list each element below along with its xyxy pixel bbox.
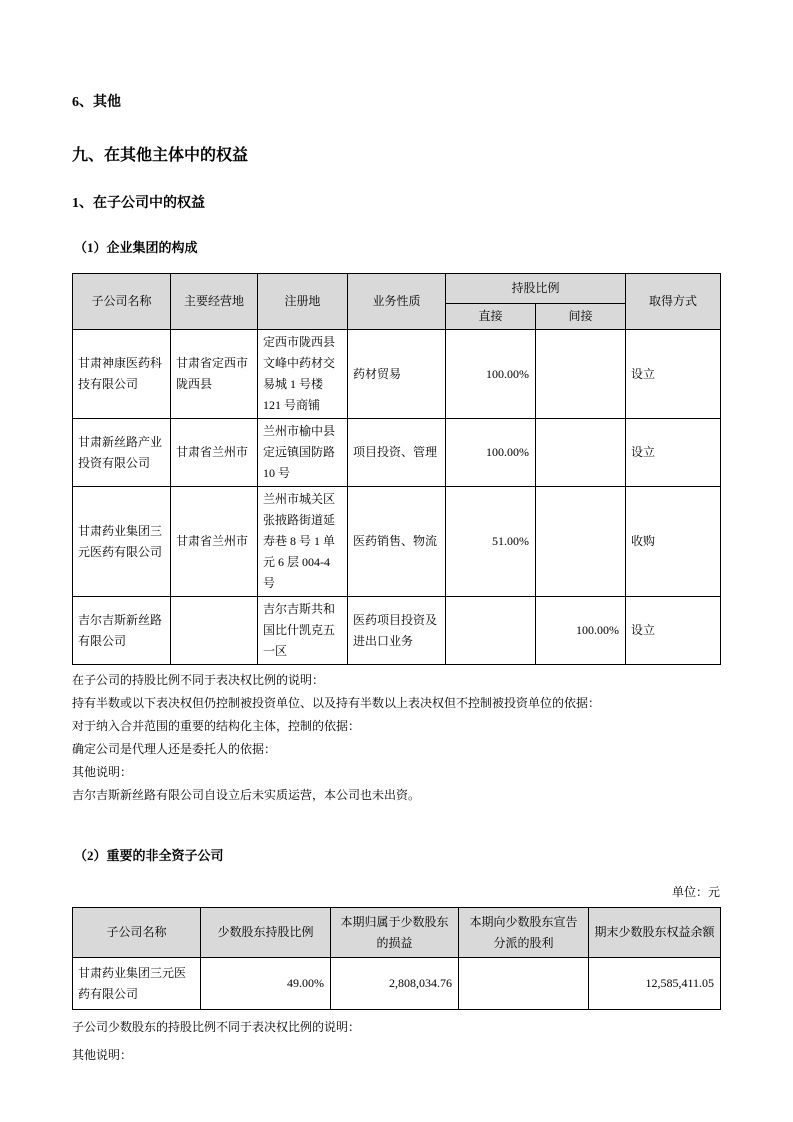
table-header-row: [73, 274, 721, 304]
cell-indirect-ratio: [536, 487, 626, 597]
cell-minority-ratio: 49.00%: [201, 958, 331, 1010]
cell-direct-ratio: 51.00%: [446, 487, 536, 597]
heading-equity-in-subsidiaries: 1、在子公司中的权益: [72, 196, 205, 211]
cell-acquire-method: 设立: [626, 597, 721, 665]
cell-main-place: [171, 597, 258, 665]
note-line: 其他说明：: [72, 765, 133, 779]
cell-direct-ratio: 100.00%: [446, 419, 536, 487]
cell-minority-equity-balance: 12,585,411.05: [589, 958, 721, 1010]
col-header-subsidiary-name: 子公司名称: [73, 274, 171, 330]
cell-business-nature: 项目投资、管理: [348, 419, 446, 487]
cell-subsidiary-name: 甘肃药业集团三元医药有限公司: [73, 958, 201, 1010]
cell-business-nature: 医药销售、物流: [348, 487, 446, 597]
cell-minority-dividend: [459, 958, 589, 1010]
cell-acquire-method: 设立: [626, 419, 721, 487]
note-line: 持有半数或以下表决权但仍控制被投资单位、以及持有半数以上表决权但不控制被投资单位的依据：: [72, 696, 601, 710]
cell-indirect-ratio: [536, 330, 626, 419]
note-line: 在子公司的持股比例不同于表决权比例的说明：: [72, 673, 325, 687]
cell-business-nature: 药材贸易: [348, 330, 446, 419]
table-row: [73, 487, 721, 597]
note-line: 子公司少数股东的持股比例不同于表决权比例的说明：: [72, 1020, 361, 1034]
cell-indirect-ratio: [536, 419, 626, 487]
table-row: [73, 958, 721, 1010]
note-line: 其他说明：: [72, 1048, 133, 1062]
col-header-minority-profit-loss: 本期归属于少数股东的损益: [331, 908, 459, 958]
cell-main-place: 甘肃省兰州市: [171, 487, 258, 597]
table-row: [73, 419, 721, 487]
cell-acquire-method: 收购: [626, 487, 721, 597]
cell-direct-ratio: [446, 597, 536, 665]
cell-subsidiary-name: 甘肃神康医药科技有限公司: [73, 330, 171, 419]
heading-important-non-wholly-owned: （2）重要的非全资子公司: [74, 848, 224, 863]
cell-subsidiary-name: 甘肃药业集团三元医药有限公司: [73, 487, 171, 597]
cell-registered-place: 兰州市榆中县定远镇国防路 10 号: [258, 419, 348, 487]
heading-group-composition: （1）企业集团的构成: [74, 240, 198, 255]
cell-subsidiary-name: 吉尔吉斯新丝路有限公司: [73, 597, 171, 665]
cell-registered-place: 兰州市城关区张掖路街道延寿巷 8 号 1 单元 6 层 004-4 号: [258, 487, 348, 597]
col-header-minority-equity-balance: 期末少数股东权益余额: [589, 908, 721, 958]
col-header-indirect: 间接: [536, 304, 626, 330]
cell-registered-place: 定西市陇西县文峰中药材交易城 1 号楼 121 号商铺: [258, 330, 348, 419]
col-header-acquire-method: 取得方式: [626, 274, 721, 330]
col-header-business-nature: 业务性质: [348, 274, 446, 330]
col-header-registered-place: 注册地: [258, 274, 348, 330]
col-header-holding-ratio: 持股比例: [446, 274, 626, 304]
subsidiary-composition-table: [72, 273, 721, 665]
note-line: 对于纳入合并范围的重要的结构化主体，控制的依据：: [72, 719, 361, 733]
note-line: 确定公司是代理人还是委托人的依据：: [72, 742, 277, 756]
cell-acquire-method: 设立: [626, 330, 721, 419]
cell-business-nature: 医药项目投资及进出口业务: [348, 597, 446, 665]
minority-interest-table: [72, 907, 721, 1010]
heading-other: 6、其他: [72, 95, 121, 110]
col-header-main-place: 主要经营地: [171, 274, 258, 330]
cell-minority-profit-loss: 2,808,034.76: [331, 958, 459, 1010]
col-header-minority-dividend: 本期向少数股东宣告分派的股利: [459, 908, 589, 958]
table-row: [73, 330, 721, 419]
cell-subsidiary-name: 甘肃新丝路产业投资有限公司: [73, 419, 171, 487]
note-other-statement: 吉尔吉斯新丝路有限公司自设立后未实质运营，本公司也未出资。: [72, 788, 421, 802]
heading-equity-in-other-entities: 九、在其他主体中的权益: [72, 147, 249, 164]
col-header-subsidiary-name: 子公司名称: [73, 908, 201, 958]
cell-main-place: 甘肃省兰州市: [171, 419, 258, 487]
cell-main-place: 甘肃省定西市陇西县: [171, 330, 258, 419]
col-header-minority-ratio: 少数股东持股比例: [201, 908, 331, 958]
unit-label: 单位：元: [671, 885, 720, 899]
table-header-row: [73, 908, 721, 958]
col-header-direct: 直接: [446, 304, 536, 330]
cell-registered-place: 吉尔吉斯共和国比什凯克五一区: [258, 597, 348, 665]
minority-notes: [72, 1021, 720, 1061]
cell-indirect-ratio: 100.00%: [536, 597, 626, 665]
subsidiary-notes: [72, 674, 720, 801]
table-row: [73, 597, 721, 665]
cell-direct-ratio: 100.00%: [446, 330, 536, 419]
